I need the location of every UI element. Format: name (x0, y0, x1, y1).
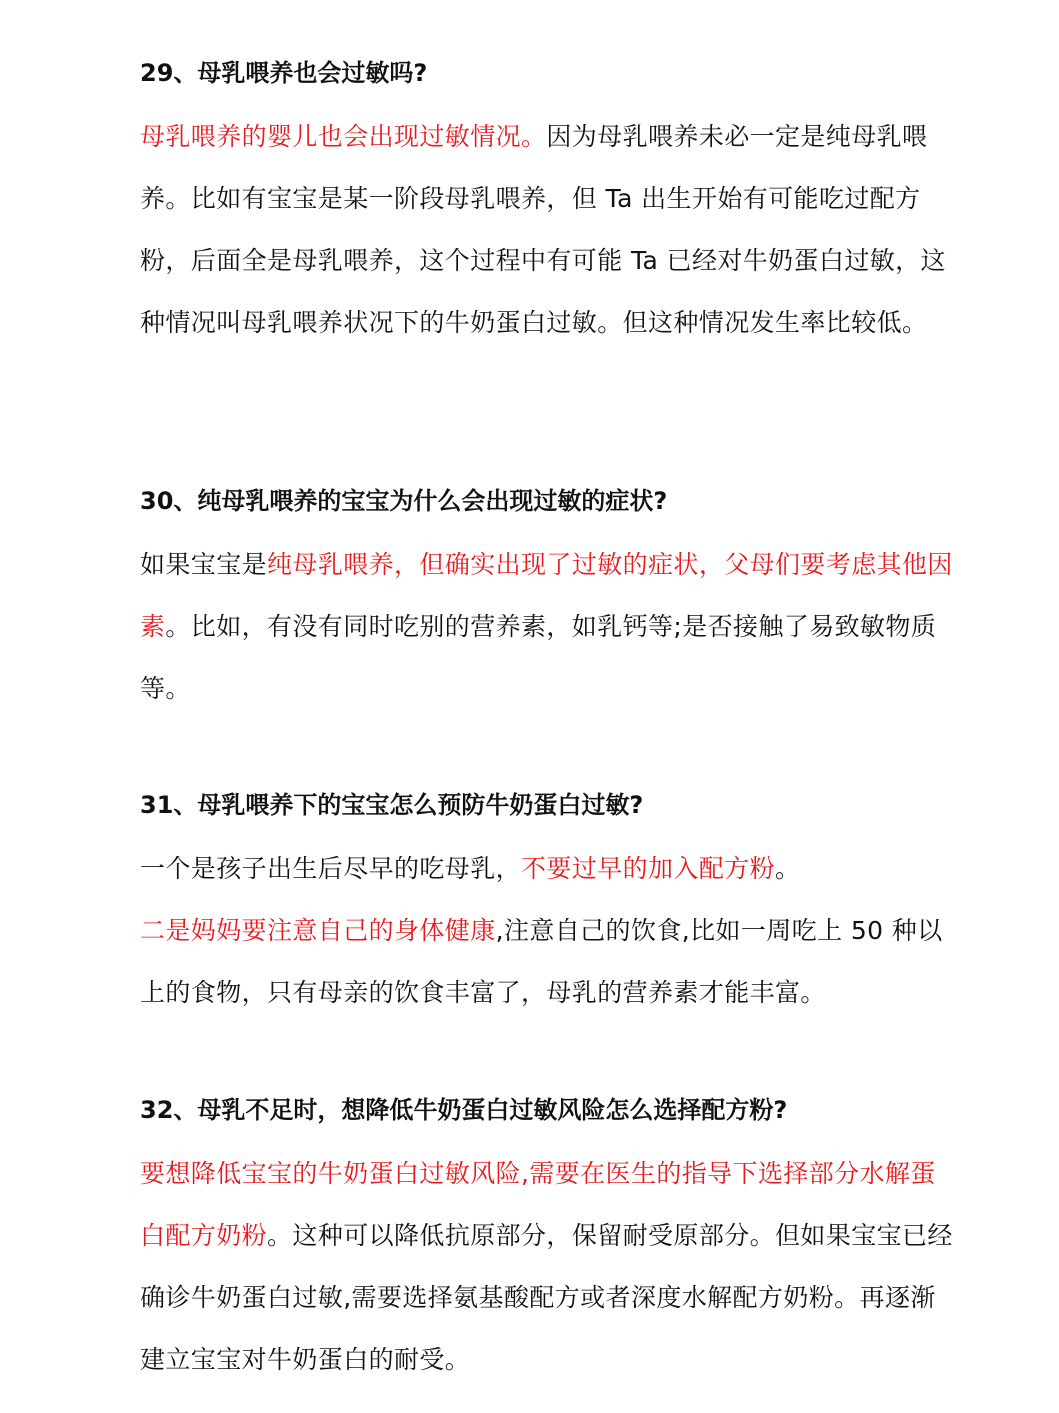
faq-section-30 (140, 484, 960, 720)
highlighted-text: 二是妈妈要注意自己的身体健康 (140, 916, 496, 945)
question-title: 31、母乳喂养下的宝宝怎么预防牛奶蛋白过敏? (140, 791, 644, 819)
question-title: 32、母乳不足时，想降低牛奶蛋白过敏风险怎么选择配方粉? (140, 1096, 788, 1124)
answer-paragraph (140, 838, 960, 900)
faq-section-32 (140, 1093, 960, 1391)
answer-text: ,注意自己的饮食,比如一周吃上 50 种以上的食物，只有母亲的饮食丰富了，母乳的营养素才能丰富。 (140, 916, 943, 1007)
faq-section-31 (140, 788, 960, 1024)
answer-text: 因为母乳喂养未必一定是纯母乳喂养。比如有宝宝是某一阶段母乳喂养，但 Ta 出生开始有可能吃过配方粉，后面全是母乳喂养，这个过程中有可能 Ta 已经对牛奶蛋白过敏，这种情况叫母乳喂养状况下的牛奶蛋白过敏。但这种情况发生率比较低。 (140, 122, 946, 337)
highlighted-text: 母乳喂养的婴儿也会出现过敏情况。 (140, 122, 547, 151)
answer-paragraph (140, 1143, 960, 1391)
answer-text: 一个是孩子出生后尽早的吃母乳， (140, 854, 522, 883)
answer-text: 。这种可以降低抗原部分，保留耐受原部分。但如果宝宝已经确诊牛奶蛋白过敏,需要选择氨基酸配方或者深度水解配方奶粉。再逐渐建立宝宝对牛奶蛋白的耐受。 (140, 1221, 953, 1374)
highlighted-text: 要想降低宝宝的牛奶蛋白过敏风险,需要在医生的指导下选择部分水解蛋白配方奶粉 (140, 1159, 936, 1250)
answer-text: 。比如，有没有同时吃别的营养素，如乳钙等;是否接触了易致敏物质等。 (140, 612, 937, 703)
faq-section-29 (140, 56, 960, 354)
answer-paragraph (140, 900, 960, 1024)
answer-paragraph (140, 534, 960, 720)
highlighted-text: 纯母乳喂养，但确实出现了过敏的症状，父母们要考虑其他因素 (140, 550, 953, 641)
question-title: 30、纯母乳喂养的宝宝为什么会出现过敏的症状? (140, 487, 668, 515)
answer-text: 。 (775, 854, 801, 883)
answer-paragraph (140, 106, 960, 354)
question-title: 29、母乳喂养也会过敏吗? (140, 59, 428, 87)
highlighted-text: 不要过早的加入配方粉 (521, 854, 776, 883)
answer-text: 如果宝宝是 (140, 550, 268, 579)
